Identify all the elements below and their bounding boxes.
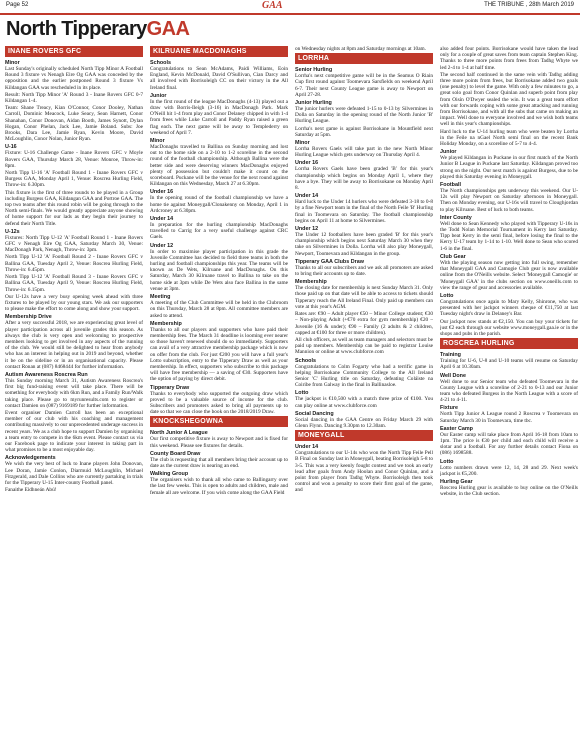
paragraph: The closing date for membership is next Sunday March 31. Only those paid up on that date will be able to access to tickets should Tipperary reach the All Ireland Final. Only paid up members can vote at this year's AGM. [295,285,433,310]
subheading: Walking Group [150,471,189,478]
paragraph: Our U-12s have a very busy opening week ahead with three fixtures to be played by our young stars. We ask our supporters to please make the effort to come along and show your support. [5,293,143,313]
paragraph: In order to maximise player participation in this grade the Juvenile Committee has decided to field three teams in both the hurling and football championships this year. The teams will be known as De Wets, Kilruane and MacDonaghs. On this Saturday, March 30 Kilruane travel to Ballina to take on the home side at 3pm while De Wets also face Ballina in the same venue at 3pm. [150,248,288,292]
paragraph: Fanaithe Eidhneán Abú! [5,487,57,494]
paragraph: Our first competitive fixture is away to Newport and is fixed for this weekend. Please see fixtures for details. [150,436,288,449]
subheading: Inter County [440,214,472,221]
paragraph: The jackpot is €10,500 with a match three prize of €100. You can play online at www.clubforce.com [295,396,433,409]
header-rule [0,13,580,15]
column-1 [5,46,143,732]
section-heading: MONEYGALL [295,430,433,441]
subheading: Club Gear [440,253,466,260]
page-headline [6,18,189,40]
column-3 [295,46,433,732]
section-heading: KILRUANE MACDONAGHS [150,46,288,57]
paragraph: Congratulations once again to Mary Kelly, Shinrone, who was presented with her jackpot winners cheque of €11,750 at last Tuesday night's draw in Delaney's Bar. [440,298,578,318]
paragraph: Well done to our Senior team who defeated Toomevara in the County League with a scoreline of 2-21 to 0-13 and our Junior team who defeated Burgess in the North League with a score of 4-21 to 4-11. [440,378,578,404]
subheading: Junior Hurling [295,100,332,107]
subheading: Fixture [440,405,458,412]
subheading: Tipperary GAA Clubs Draw [295,258,364,265]
subheading: Acknowledgements [5,455,56,462]
paragraph: The club is requesting that all members bring their account up to date as the current draw is nearing an end. [150,456,288,469]
subheading: U-16 [5,144,17,151]
paragraph: Fixtures: North Tipp U-12 'A' Football Round 1 - Inane Rovers GFC v Nenagh Eire Og GAA, Saturday March 30, Venue: MacDonagh Park, Nenagh, Throw-in: 3pm. [5,234,143,254]
subheading: Hurling Gear [440,478,473,485]
paragraph: After a very successful 2018, we are experiencing great level of player participation across all juvenile grades this season. As always the club is very open and welcoming to prospective members looking to get involved in any aspects of the running of the club. We would still be delighted to hear from anybody who has an interest in helping out in 2019 and beyond, whether it be on the sideline or in an organisational capacity. Please contact Ronan at (087) 8468444 for further information. [5,320,143,370]
subheading: Membership [295,279,327,286]
subheading: Tipperary Draw [150,384,190,391]
subheading: Junior [150,92,167,99]
subheading: Lotto [295,390,309,397]
subheading: Under 16 [295,160,319,167]
paragraph: North Tipp U-12 'A' Football Round 3 - Inane Rovers GFC v Ballina GAA, Tuesday April 9, Venue: Roscrea Hurling Field, Throw-in: 6.15pm. [5,274,143,293]
subheading: Lotto [440,458,454,465]
paragraph: The junior hurlers were defeated 1-15 to 0-13 by Silvermines in Dolla on Saturday in the opening round of the North Junior 'B' Hurling League. [295,106,433,125]
paragraph: Hard luck to the U-14 hurling team who were beaten by Lorrha in the Feile na nGael North semi final on the recent Bank Holiday Monday, on a scoreline of 5-7 to 4-4. [440,128,578,148]
subheading: Junior [440,149,457,156]
paragraph: Our jackpot now stands at €2,150. You can buy your tickets for just €2 each through our website www.moneygall.gaa.ie or in the shops and pubs in the parish. [440,318,578,337]
paragraph: Congratulations to Sean McAdams, Paidi Williams, Eoin England, Kevin McDonald, David O'Sullivan, Cian Darcy and all involved with Borrisoleigh CC on their victory in the All Ireland final. [150,66,288,91]
section-heading: KNOCKSHEGOWNA [150,416,288,427]
paragraph: on Wednesday nights at 8pm and Saturday mornings at 10am. [295,46,426,52]
paragraph: North Tipp Junior A League round 2 Roscrea v Toomevara on Saturday March 30 in Toomevara, time tbc. [440,411,578,424]
subheading: Under 16 [150,189,174,196]
paragraph: North Tipp U-16 'A' Football Round 1 - Inane Rovers GFC v Burgess GAA, Monday April 1, Venue: Roscrea Hurling Field, Throw-in: 6.30pm. [5,170,143,189]
paragraph: With the playing season now getting into full swing, remember that Moneygall GAA and Camogie Club gear is now available online from the O'Neills website. Select 'Moneygall Camogie' or 'Moneygall GAA' in the clubs section on www.oneills.com to view the range of gear and accessories available. [440,259,578,291]
subheading: Lotto [440,292,454,299]
subheading: Social Dancing [295,410,334,417]
subheading: Under 12 [295,226,319,233]
subheading: Senior Hurling [295,67,333,74]
subheading: Easter Camp [440,425,473,432]
paragraph: The Under 12 footballers have been graded 'B' for this year's championship which begins next Saturday March 30 when they take on Silvermines in Dolla. Lorrha will also play Moneygall, Newport, Toomevara and Kildangan in the group. [295,232,433,257]
paragraph: Thanks to everybody who supported the outgoing draw which proved to be a valuable source of income for the club. Subscribers and promoters asked to bring all payments up to date so that we can close the book on the 2018/2019 Draw. [150,390,288,416]
section-heading: ROSCREA HURLING [440,338,578,349]
subheading: Training [440,352,461,359]
paragraph: A meeting of the Club Committee will be held in the Clubroom on this Thursday, March 28 at 8pm. All committee members are asked to attend. [150,300,288,319]
subheading: Membership [150,320,182,327]
paragraph: Lorrha Rovers Gaels have been graded 'B' for this year's championship which begins on Monday April 1, where they have a bye. They will be away to Borrisokane on Monday April 8. [295,166,433,192]
paragraph: The second half continued in the same vein with Tadhg adding three more points from frees, but Borrisokane added two goals (one penalty) to level the game. With only a few minutes to go, a great solo goal from Conor Quinlan and superb point from play from Oisín O'Dwyer sealed the win. It was a great team effort with our forwards coping with some great attacking and running from Borrisokane, and with all the subs that came on making an impact. Well done to everyone involved and we wish both teams well in this year's championships. [440,71,578,128]
section-heading: INANE ROVERS GFC [5,46,143,57]
paragraph: In preparation for the hurling championship MacDonaghs travelled to Carrig for a very useful challenge against CRC Gaels. [150,222,288,241]
paragraph: Rates are: €90 – Adult player €50 – Minor College student; €30 – Non-playing Adult (+€70 extra for gym membership) €20 – Juvenile (16 & under); €90 – Family (2 adults & 2 children, capped at €100 for three or more children). [295,311,433,336]
section-title: GAA [262,0,283,11]
paragraph: Our Easter camp will take place from April 16-18 from 10am to 1pm. The price is €30 per child and each child will receive a slotar and a football. For any further details contact Fiona on (086) 1698588. [440,431,578,457]
page-header [0,0,580,14]
paragraph: also added four points. Borrisokane would have taken the lead only for a couple of great saves from team captain Stephen King. Thanks to three more points from frees from Tadhg Whyte we led 2-4 to 1-4 at half time. [440,46,578,71]
section-heading: LORRHA [295,53,433,64]
column-2 [150,46,288,732]
paragraph: Fixture: U-16 Challenge Game - Inane Rovers GFC v Moyle Rovers GAA, Thursday March 28, Venue: Monroe, Throw-in: 8pm. [5,150,143,169]
paragraph: Congratulations to our U-14s who won the North Tipp Feile Pell B Final on Sunday last in Moneygall, beating Borrisoleigh 5-8 to 3-5. This was a very keenly fought contest and we took an early lead after goals from Andy Hoolan and Conor Quinlan, and a point from player from Tadhg Whyte. Borrisoleigh then took control and won a penalty to score their first goal of the game, and [295,450,433,494]
paragraph: In the first round of the league MacDonaghs (4-13) played out a draw with Borris-Ileigh (3-16) in MacDonagh Park. Mark O'Neill hit 1-4 from play and Conor Delaney chipped in with 1-4 from frees while Luke Carroll and Paddy Ryan raised a green flag each. The next game will be away to Templederry on weekend of April 7. [150,98,288,136]
headline-region: North Tipperary [6,18,147,40]
paragraph: This fixture is the first of three rounds to be played in a Group including Burgess GAA, Kildangan GAA and Portroe GAA. The top two teams after this round robin will be going through to the North semi-finals. We would greatly appreciate anyone showing of home support for our lads as they begin their journey to defend their North Title. [5,189,143,227]
paragraph: Last Sunday's originally scheduled North Tipp Minor A Football Round 3 fixture vs Nenagh Eire Og GAA was conceded by the opposition and the earlier postponed Round 3 fixture Vs Kildangan GAA was rescheduled in its place. [5,66,143,91]
paragraph: Lotto numbers drawn were 12, 14, 28 and 29. Next week's jackpot is €5,200. [440,464,578,477]
subheading: Under 14 [295,193,319,200]
publication-date: THE TRIBUNE , 28th March 2019 [484,2,574,8]
subheading: Schools [295,357,316,364]
subheading: Under 14 [150,216,174,223]
subheading: Football [440,182,461,189]
paragraph: All club officers, as well as team managers and selectors must be paid up members. Membership can be paid to registrar Louise Mannion or online at www.clubforce.com [295,336,433,356]
paragraph: Lorrha Rovers Gaels will take part in the new North Minor Hurling League which gets underway on Thursday April 4. [295,146,433,159]
column-4 [440,46,578,732]
paragraph: In the opening round of the football championship we have a home tie against Moneygall/Clonakenny on Monday, April 1 in Ardcroney at 6.30pm. [150,195,288,214]
page-number: Page 52 [6,2,29,8]
subheading: County Board Draw [150,450,201,457]
paragraph: Lorrha's next competitive game will be in the Seamus O Riain Cup first round against Toomevara Sarsfields on weekend April 6-7. Their next County League game is away to Newport on April 27-28. [295,73,433,98]
paragraph: Lorrha's next game is against Borrisokane in Mountfield next Saturday at 5pm. [295,125,433,138]
paragraph: Roscrea Hurling gear is available to buy online on the O'Neills website, in the Club section. [440,484,578,498]
paragraph: Hard luck to the Under 14 hurlers who were defeated 3-18 to 0-8 by a fine Newport team in the final of the North Feile 'B' Hurling final in Toomevara on Saturday. The football championship begins on April 11 at home to Silvermines. [295,199,433,224]
subheading: U-12s [5,228,20,235]
paragraph: The North championships gets underway this weekend. Our U-12s will play Newport on Saturday afternoon in Moneygall. Then on Monday evening, our U-16s will travel to Cloughjordan to play Kilruane. Best of luck to both teams. [440,188,578,213]
subheading: Under 12 [150,242,174,249]
paragraph: This Sunday morning March 31, Autism Awareness Roscrea's first big fund-raising event will take place. There will be something for everybody with 6km Run, and a Family Run/Walk taking place. Please go to myrunresults.com to register or contact Damien on (087) 9169189 for further information. [5,377,143,409]
paragraph: Result: North Tipp Minor 'A' Round 3 - Inane Rovers GFC 0-7 Kildangan 1-4. [5,91,143,105]
paragraph: We played Kildangan in Puckane in our first match of the North Junior B League in Puckane last Saturday. Kildangan proved too strong on the night. Our next match is against Burgess, due to be played this Saturday evening in Moneygall. [440,155,578,180]
paragraph: Thanks to all our subscribers and we ask all promoters are asked to bring their accounts up to date. [295,264,433,278]
paragraph: Team: Shane Treacy, Kian O'Connor, Conor Dooley, Nathan Carroll, Dominic Meacock, Luke Seacy, Sean Harnett, Conor Shanahan, Conor Donovan, Aidan Booth, James Synott, Dylan Hogan, Conor Phelan, Jack Lee, Jamie Boland. Subs: Joe Brooks, Dara Lee, Jamie Ryan, Kevin Moore, David McLoughlin, Conor Nolan, Junior Ryan. [5,105,143,143]
paragraph: Social dancing in the GAA Centre on Friday March 29 with Glenn Flynn. Dancing 9.30pm to 12.30am. [295,416,433,429]
subheading: Minor [5,60,20,66]
subheading: Meeting [150,294,171,301]
paragraph: North Tipp U-12 'A' Football Round 2 - Inane Rovers GFC v Ballina GAA, Tuesday April 2, Venue: Roscrea Hurling Field, Throw-in: 6.45pm. [5,254,143,273]
subheading: Schools [150,60,171,66]
paragraph: Well done to Sean Kennedy who played with Tipperary U-16s in the Todd Nolan Memorial Tournament in Kerry last Saturday. Tipp beat Kerry in the semi final, before losing the final to the Kerry U-17 team by 1-14 to 1-10. Well done to Sean who scored 1-6 in the final. [440,220,578,252]
subheading: Minor [295,140,310,147]
paragraph: MacDonaghs travelled to Ballina on Sunday morning and lost out to the home side on a 2-10 to 1-2 scoreline in the second round of the football championship. Although Ballina were the better side and were deserving winners MacDonaghs enjoyed plenty of possession but couldn't make it count on the scoreboard. Puckane will be the venue for the next round against Kildangan on this Wednesday, March 27 at 6.30pm. [150,144,288,188]
subheading: North Junior A League [150,430,208,437]
paragraph: We wish the very best of luck to Inane players John Donovan, Lee Doran, Jamie Conlon, Diarmuid McLoughlin, Michael Fitzgerald, and Dale Collins who are currently partaking in trials for the Tipperary U-15 Inter-county Football panel. [5,461,143,486]
paragraph: Thanks to all our players and supporters who have paid their membership fees. The March 31 deadline is looming ever nearer so those haven't renewed should do so immediately. Supporters can avail of a very attractive membership package which is now on offer from the club. For just €200 you will have a full year's Lotto subscription, entry to the Tipperary Draw as well as your membership. In effect, supporters who subscribe to this package will have free membership — a saving of €30. Supporters have the option of paying by direct debit. [150,326,288,383]
paragraph: Congratulations to Colm Fogarty who had a terrific game in helping Borrisokane Community College to the All Ireland Senior 'C' Hurling title on Saturday, defeating Coláiste na Coiribe from Galway in the final in Ballinasloe. [295,363,433,389]
subheading: Well Done [440,372,466,379]
headline-gaa: GAA [146,18,190,40]
paragraph: The organisers wish to thank all who came to Ballingarry over the last few weeks. This is open to adults and children, male and female all are welcome. If you wish come along the GAA Field [150,477,288,496]
subheading: Minor [150,138,165,145]
subheading: Membership Drive [5,314,52,321]
subheading: Autism Awareness Roscrea Run [5,371,88,378]
subheading: Under 14 [295,444,319,451]
paragraph: Training for U-6, U-8 and U-10 teams will resume on Saturday April 6 at 10.30am. [440,358,578,371]
paragraph: Event organiser Damien Carroll has been an exceptional member of our club with his coaching and management contributing massively to our unprecedented underage success in recent years. We as a club hope to support Damien by organising a team entry to compete in the 6km event. Please contact us via our Facebook page to indicate your interest in taking part in what promises to be a most enjoyable day. [5,409,143,454]
